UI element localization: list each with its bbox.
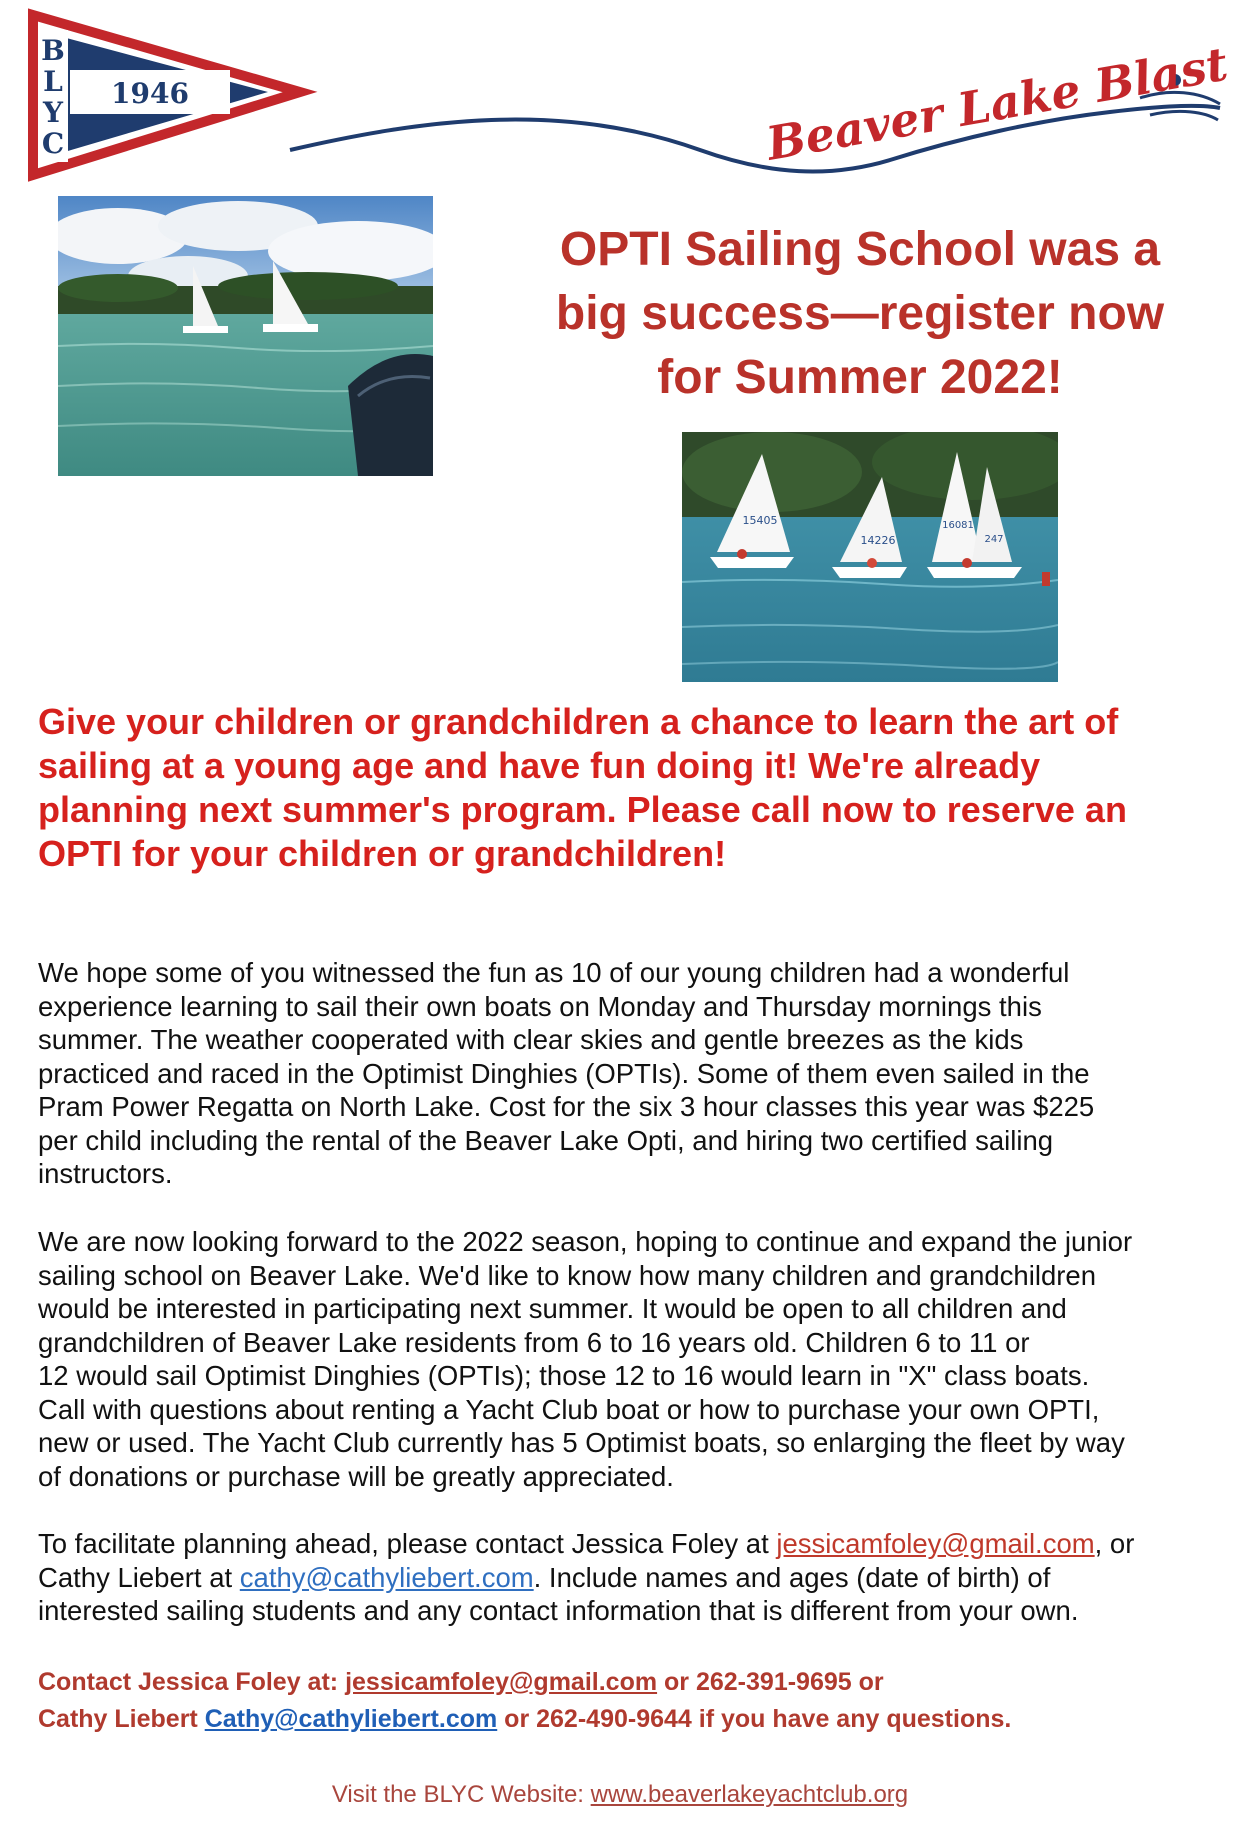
body-line: per child including the rental of the Beaver Lake Opti, and hiring two certified sailing <box>38 1124 1054 1156</box>
contact-text: or 262-391-9695 or <box>657 1668 884 1696</box>
headline-line: for Summer 2022! <box>657 351 1063 404</box>
body-text: . Include names and ages (date of birth) of <box>533 1561 1051 1593</box>
promo-line: Give your children or grandchildren a chance to learn the art of <box>38 701 1119 742</box>
body-text: Cathy Liebert at <box>38 1561 240 1593</box>
body-line: practiced and raced in the Optimist Dinghies (OPTIs). Some of them even sailed in the <box>38 1057 1090 1089</box>
contact-text: Cathy Liebert <box>38 1705 205 1733</box>
headline-line: big success—register now <box>555 287 1165 340</box>
jessica-email-link[interactable]: jessicamfoley@gmail.com <box>776 1528 1095 1559</box>
body-line: instructors. <box>38 1158 173 1189</box>
brand-script-title: Beaver Lake Blast <box>762 36 1232 171</box>
sail-number: 14226 <box>860 534 896 547</box>
burgee-letter: C <box>41 127 65 160</box>
opti-fleet-photo <box>682 432 1058 682</box>
promo-line: sailing at a young age and have fun doing it! We're already <box>38 745 1041 786</box>
body-text: , or <box>1094 1528 1135 1559</box>
body-line: We hope some of you witnessed the fun as 10 of our young children had a wonderful <box>38 957 1070 988</box>
body-paragraph-2022-season <box>38 1225 1218 1493</box>
body-paragraph-contact <box>38 1527 1218 1628</box>
contact-line <box>38 1664 1218 1701</box>
sail-number: 16081 <box>942 520 974 531</box>
promo-callout <box>38 700 1218 876</box>
burgee-year: 1946 <box>111 77 189 110</box>
headline <box>500 218 1220 410</box>
sail-number: 15405 <box>742 514 778 527</box>
promo-line: planning next summer's program. Please call now to reserve an <box>38 789 1127 830</box>
body-text: To facilitate planning ahead, please contact Jessica Foley at <box>38 1528 777 1559</box>
body-line: grandchildren of Beaver Lake residents from 6 to 16 years old. Children 6 to 11 or <box>38 1326 1030 1358</box>
header-banner <box>0 0 1240 185</box>
contact-text: Contact Jessica Foley at: <box>38 1668 346 1696</box>
sailboats-lake-photo <box>58 196 433 476</box>
body-line: Call with questions about renting a Yacht Club boat or how to purchase your own OPTI, <box>38 1393 1100 1425</box>
body-paragraph-summer-recap <box>38 956 1218 1191</box>
footer <box>0 1780 1240 1810</box>
body-line <box>38 1561 1218 1595</box>
burgee-letter: L <box>43 65 63 98</box>
body-line: of donations or purchase will be greatly appreciated. <box>38 1460 674 1492</box>
body-line <box>38 1527 1218 1561</box>
blyc-burgee-logo <box>33 15 300 175</box>
body-line: experience learning to sail their own boats on Monday and Thursday mornings this <box>38 990 1042 1022</box>
body-line: sailing school on Beaver Lake. We'd like to know how many children and grandchildren <box>38 1259 1096 1291</box>
promo-line: OPTI for your children or grandchildren! <box>38 833 727 874</box>
cathy-email-link[interactable]: cathy@cathyliebert.com <box>239 1561 534 1593</box>
body-line: interested sailing students and any contact information that is different from your own. <box>38 1595 1079 1626</box>
body-line: new or used. The Yacht Club currently has 5 Optimist boats, so enlarging the fleet by way <box>38 1427 1125 1458</box>
body-line: summer. The weather cooperated with clear skies and gentle breezes as the kids <box>38 1024 1024 1055</box>
footer-prefix: Visit the BLYC Website: <box>331 1781 591 1808</box>
burgee-letter: B <box>41 34 65 67</box>
website-link[interactable]: www.beaverlakeyachtclub.org <box>590 1781 909 1808</box>
sail-number: 247 <box>984 534 1004 545</box>
cathy-contact-email-link[interactable]: Cathy@cathyliebert.com <box>204 1705 498 1733</box>
headline-line: OPTI Sailing School was a <box>559 223 1161 276</box>
jessica-contact-email-link[interactable]: jessicamfoley@gmail.com <box>345 1668 658 1696</box>
contact-block <box>38 1664 1218 1738</box>
burgee-letter: Y <box>43 96 63 129</box>
body-line: 12 would sail Optimist Dinghies (OPTIs); those 12 to 16 would learn in "X" class boats. <box>38 1360 1090 1391</box>
contact-text: or 262-490-9644 if you have any questions. <box>497 1705 1012 1733</box>
body-line: would be interested in participating next summer. It would be open to all children and <box>38 1293 1067 1324</box>
contact-line <box>38 1701 1218 1738</box>
body-line: Pram Power Regatta on North Lake. Cost for the six 3 hour classes this year was $225 <box>38 1091 1095 1122</box>
body-line: We are now looking forward to the 2022 season, hoping to continue and expand the junior <box>38 1226 1133 1257</box>
